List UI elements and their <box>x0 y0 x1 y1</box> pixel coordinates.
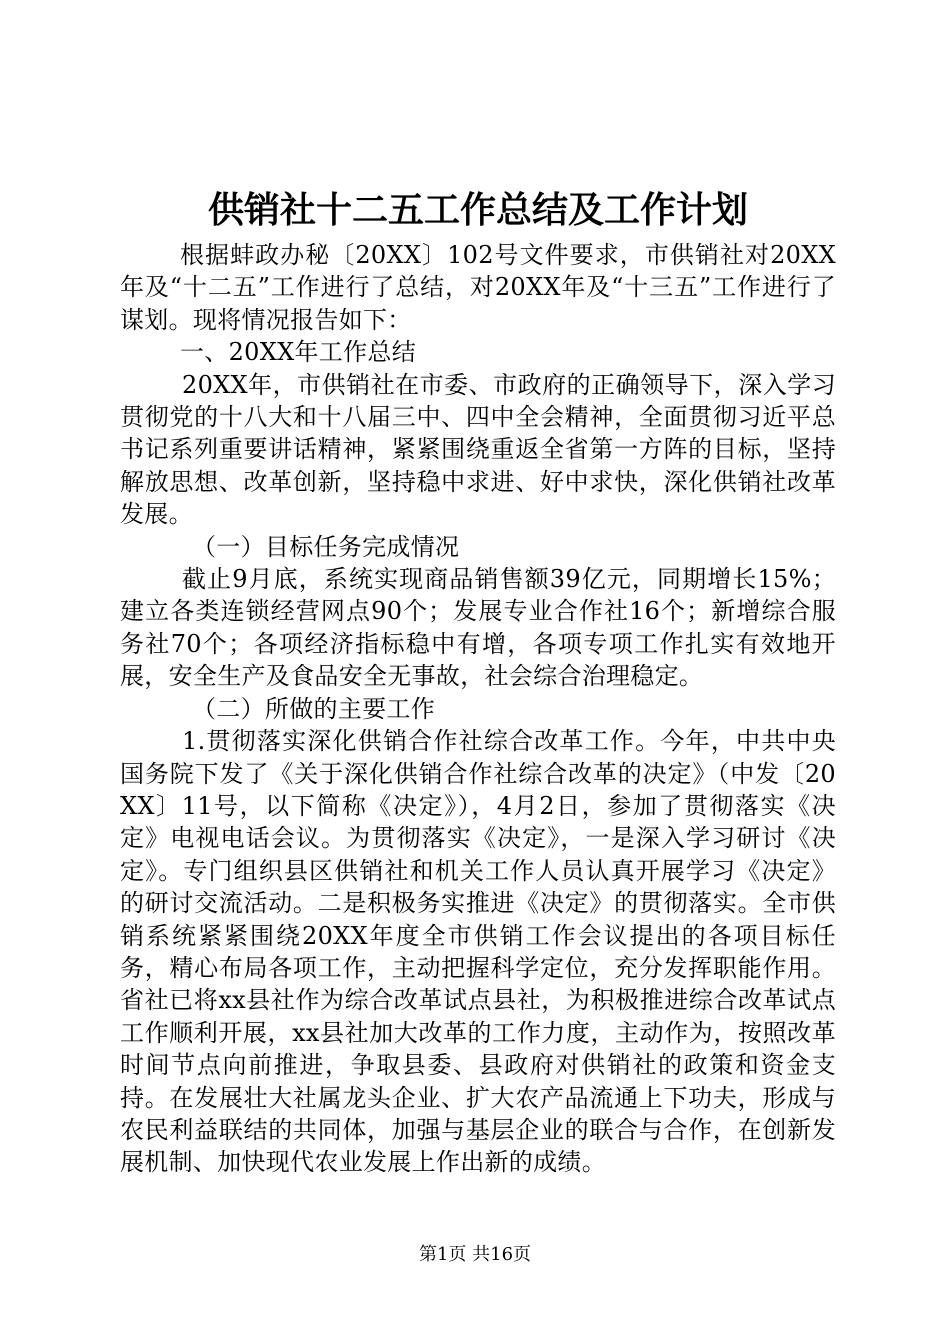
subheading-main-work: （二）所做的主要工作 <box>192 694 435 723</box>
main-work-paragraph: 1.贯彻落实深化供销合作社综合改革工作。今年，中共中央国务院下发了《关于深化供销合作社综合改革的决定》（中发〔20XX〕11号，以下简称《决定》），4月2日，参加了贯彻落实《决定》电视电话会议。为贯彻落实《决定》，一是深入学习研讨《决定》。专门组织县区供销社和机关工作人员认真开展学习《决定》的研讨交流活动。二是积极务实推进《决定》的贯彻落实。全市供销系统紧紧围绕20XX年度全市供销工作会议提出的各项目标任务，精心布局各项工作，主动把握科学定位，充分发挥职能作用。省社已将xx县社作为综合改革试点县社，为积极推进综合改革试点工作顺利开展，xx县社加大改革的工作力度，主动作为，按照改革时间节点向前推进，争取县委、县政府对供销社的政策和资金支持。在发展壮大社属龙头企业、扩大农产品流通上下功夫，形成与农民利益联结的共同体，加强与基层企业的联合与合作，在创新发展机制、加快现代农业发展上作出新的成绩。 <box>120 727 836 1177</box>
document-title: 供销社十二五工作总结及工作计划 <box>207 189 748 231</box>
page-number-footer: 第1页 共16页 <box>418 1244 532 1265</box>
intro-paragraph: 根据蚌政办秘〔20XX〕102号文件要求，市供销社对20XX年及“十二五”工作进行了总结，对20XX年及“十三五”工作进行了谋划。现将情况报告如下： <box>120 241 836 334</box>
document-page <box>120 185 836 1179</box>
section-heading-summary: 一、20XX年工作总结 <box>180 338 417 367</box>
subheading-targets: （一）目标任务完成情况 <box>192 532 460 561</box>
targets-paragraph: 截止9月底，系统实现商品销售额39亿元，同期增长15%；建立各类连锁经营网点90个；发展专业合作社16个；新增综合服务社70个；各项经济指标稳中有增，各项专项工作扎实有效地开展，安全生产及食品安全无事故，社会综合治理稳定。 <box>120 565 836 691</box>
summary-paragraph: 20XX年，市供销社在市委、市政府的正确领导下，深入学习贯彻党的十八大和十八届三中、四中全会精神，全面贯彻习近平总书记系列重要讲话精神，紧紧围绕重返全省第一方阵的目标，坚持解放思想、改革创新，坚持稳中求进、好中求快，深化供销社改革发展。 <box>120 370 836 529</box>
